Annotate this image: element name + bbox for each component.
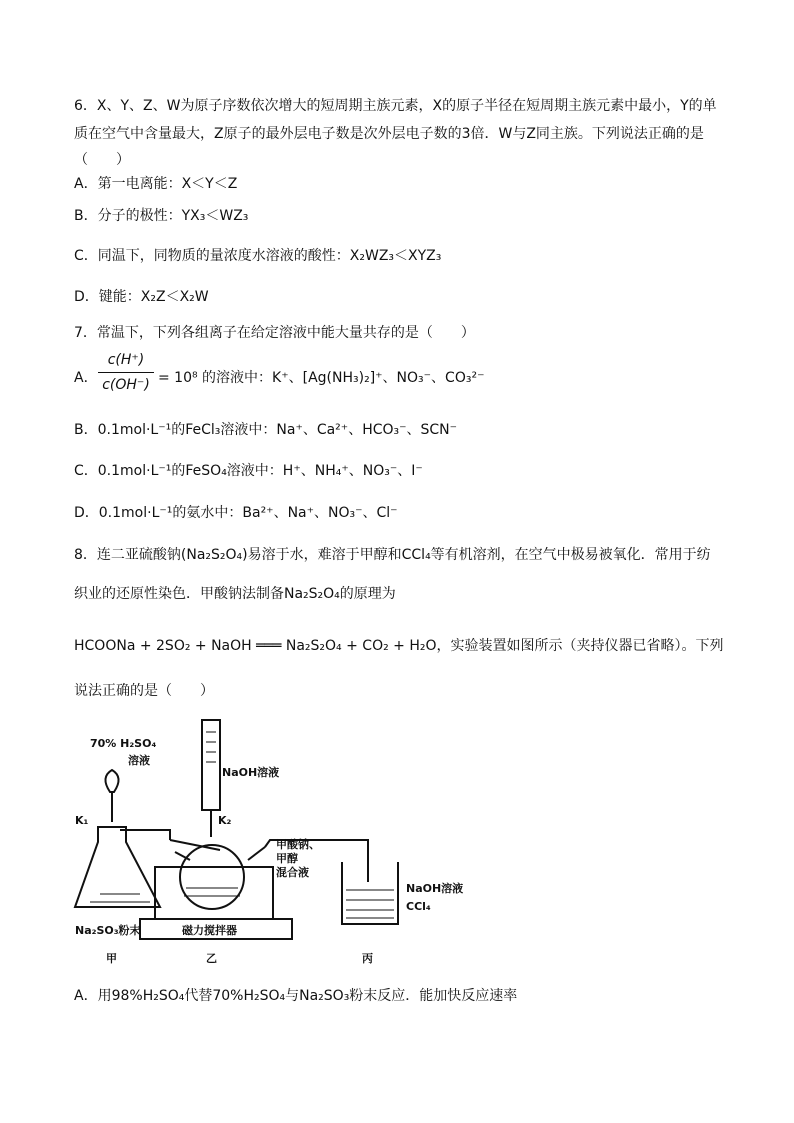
label-naoh-right: NaOH溶液 [406, 882, 464, 895]
q7-fraction-denominator: c(OH⁻) [102, 377, 150, 393]
q7-option-b: B．0.1mol·L⁻¹的FeCl₃溶液中：Na⁺、Ca²⁺、HCO₃⁻、SCN⁻ [74, 422, 458, 438]
q7-option-d: D．0.1mol·L⁻¹的氨水中：Ba²⁺、Na⁺、NO₃⁻、Cl⁻ [74, 505, 398, 521]
q6-stem-line-1: 6．X、Y、Z、W为原子序数依次增大的短周期主族元素，X的原子半径在短周期主族元素中最小，Y的单 [74, 98, 717, 114]
q7-stem: 7．常温下，下列各组离子在给定溶液中能大量共存的是（ ） [74, 325, 475, 341]
label-jia: 甲 [106, 952, 117, 965]
q6-option-a: A．第一电离能：X＜Y＜Z [74, 176, 238, 192]
q7-option-a-text: = 10⁸ 的溶液中：K⁺、[Ag(NH₃)₂]⁺、NO₃⁻、CO₃²⁻ [158, 370, 485, 386]
separatory-funnel [105, 770, 118, 792]
label-h2so4: 70% H₂SO₄ [90, 737, 157, 750]
q7-option-c: C．0.1mol·L⁻¹的FeSO₄溶液中：H⁺、NH₄⁺、NO₃⁻、I⁻ [74, 463, 423, 479]
label-mix-3: 混合液 [276, 866, 309, 879]
q6-stem-line-3: （ ） [74, 152, 130, 168]
label-yi: 乙 [206, 952, 217, 965]
q7-fraction [98, 350, 154, 395]
q6-option-c: C．同温下，同物质的量浓度水溶液的酸性：X₂WZ₃＜XYZ₃ [74, 248, 442, 264]
q7-option-a-label: A． [74, 370, 98, 386]
q6-option-d: D．键能：X₂Z＜X₂W [74, 289, 209, 305]
three-neck-flask [180, 845, 244, 909]
label-k1: K₁ [75, 814, 89, 827]
label-bing: 丙 [362, 952, 373, 965]
apparatus-diagram [70, 712, 490, 972]
water-bath [155, 867, 273, 919]
q8-stem-line-2: 织业的还原性染色．甲酸钠法制备Na₂S₂O₄的原理为 [74, 586, 396, 602]
q8-stem-line-1: 8．连二亚硫酸钠(Na₂S₂O₄)易溶于水，难溶于甲醇和CCl₄等有机溶剂，在空气中极易被氧化．常用于纺 [74, 547, 711, 563]
label-mix-1: 甲酸钠、 [276, 838, 320, 851]
q8-equation: HCOONa + 2SO₂ + NaOH ═══ Na₂S₂O₄ + CO₂ + H₂O，实验装置如图所示（夹持仪器已省略）。下列 [74, 638, 724, 654]
label-k2: K₂ [218, 814, 232, 827]
beaker [342, 862, 398, 924]
conical-flask [75, 827, 160, 907]
q7-fraction-numerator: c(H⁺) [98, 350, 154, 373]
q6-option-b: B．分子的极性：YX₃＜WZ₃ [74, 208, 249, 224]
q6-stem-line-2: 质在空气中含量最大，Z原子的最外层电子数是次外层电子数的3倍．W与Z同主族。下列说法正确的是 [74, 126, 704, 142]
label-stirrer: 磁力搅拌器 [182, 924, 237, 937]
condenser-column [202, 720, 220, 810]
label-powder: Na₂SO₃粉末 [75, 924, 141, 937]
label-solution: 溶液 [128, 754, 150, 767]
q8-stem-line-3: 说法正确的是（ ） [74, 683, 214, 699]
label-naoh-top: NaOH溶液 [222, 766, 280, 779]
label-ccl4: CCl₄ [406, 900, 431, 913]
q8-option-a: A．用98%H₂SO₄代替70%H₂SO₄与Na₂SO₃粉末反应．能加快反应速率 [74, 988, 518, 1004]
label-mix-2: 甲醇 [276, 852, 298, 865]
